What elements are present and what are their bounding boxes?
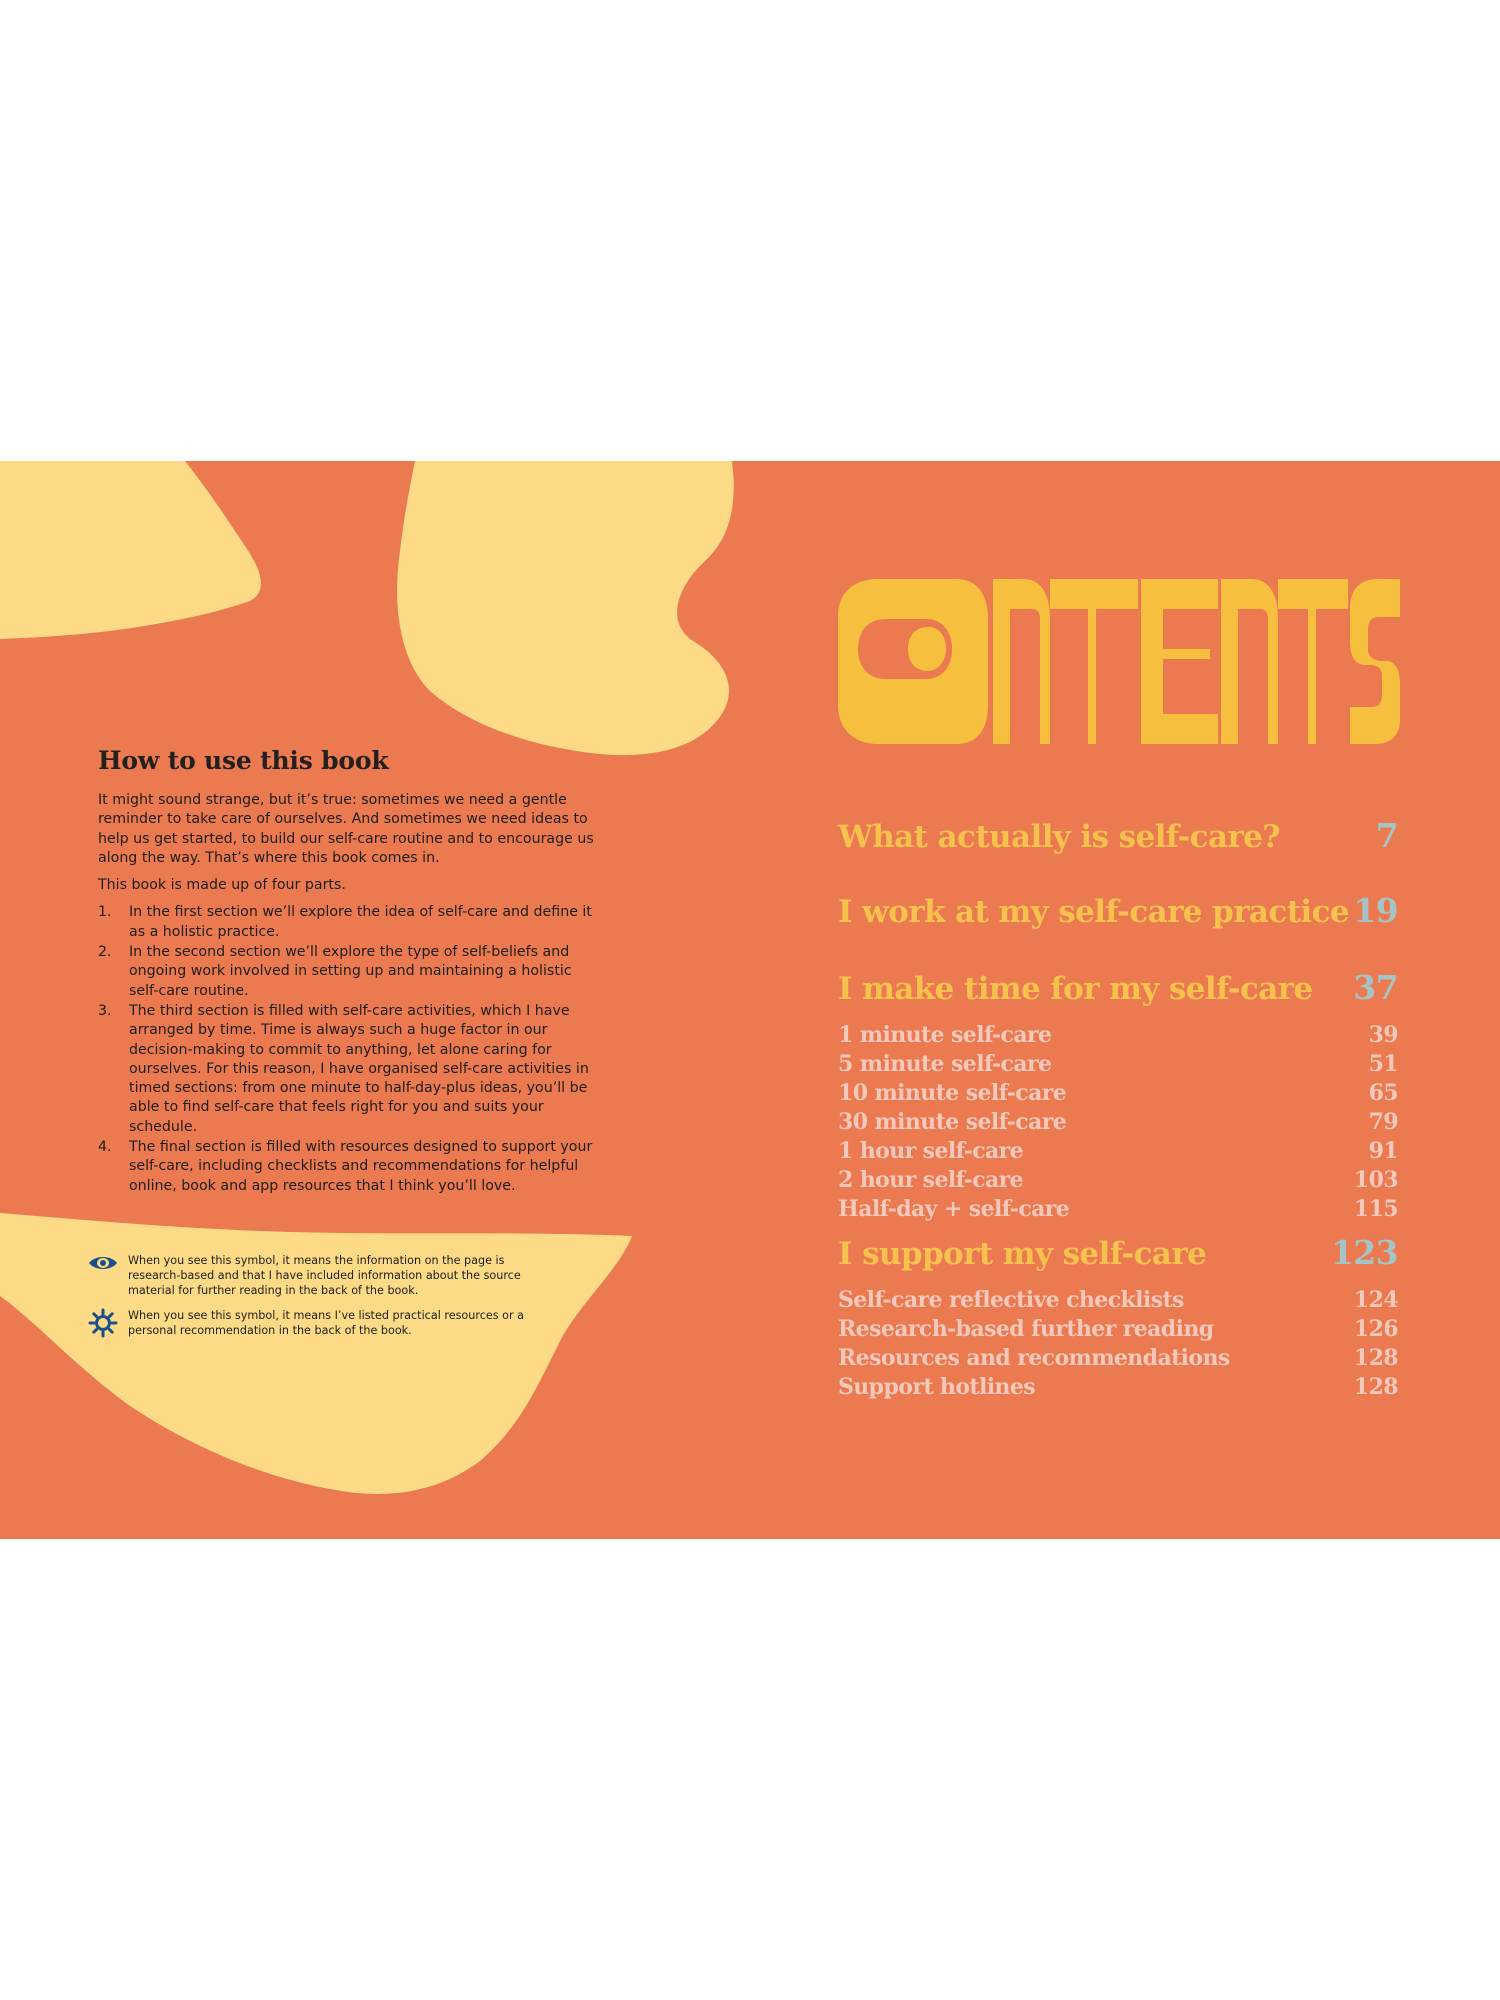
toc-label: Resources and recommendations	[838, 1345, 1230, 1371]
list-text: In the first section we’ll explore the idea of self-care and define it as a holistic practice.	[129, 904, 592, 940]
section-heading: How to use this book	[98, 746, 389, 775]
toc-page-number: 39	[1368, 1022, 1398, 1048]
legend-text: When you see this symbol, it means I’ve listed practical resources or a personal recommendation in the back of the book.	[128, 1309, 524, 1337]
toc-entry[interactable]	[838, 1287, 1398, 1313]
toc-entry[interactable]	[838, 1051, 1398, 1077]
list-text: The third section is filled with self-care activities, which I have arranged by time. Time is always such a huge factor in our decision-making to commit to anything, let alone caring for ourselves. For this reason, I have organised self-care activities in timed sections: from one minute to half-day-plus ideas, you’ll be able to find self-care that feels right for you and suits your schedule.	[129, 1002, 589, 1135]
toc-page-number: 124	[1353, 1287, 1398, 1313]
toc-entry[interactable]	[838, 1022, 1398, 1048]
list-text: The final section is filled with resources designed to support your self-care, including checklists and recommendations for helpful online, book and app resources that I think you’ll love.	[129, 1139, 593, 1194]
toc-page-number: 19	[1353, 891, 1398, 930]
contents-title	[838, 579, 1400, 744]
toc-label: 2 hour self-care	[838, 1167, 1024, 1193]
list-text: In the second section we’ll explore the type of self-beliefs and ongoing work involved in setting up and maintaining a holistic self-care routine.	[129, 944, 572, 999]
sun-icon	[88, 1308, 118, 1338]
list-number: 4.	[98, 1139, 112, 1156]
toc-page-number: 79	[1368, 1109, 1398, 1135]
toc-entry[interactable]	[838, 968, 1398, 1007]
toc-label: I support my self-care	[838, 1236, 1207, 1272]
book-spread	[0, 461, 1500, 1539]
list-item	[98, 1002, 598, 1137]
list-item	[98, 943, 598, 1001]
toc-entry[interactable]	[838, 1196, 1398, 1222]
toc-label: Self-care reflective checklists	[838, 1287, 1184, 1313]
toc-entry[interactable]	[838, 1345, 1398, 1371]
blob-top-center	[397, 461, 734, 755]
toc-entry[interactable]	[838, 1233, 1398, 1272]
toc-entry[interactable]	[838, 1109, 1398, 1135]
list-item	[98, 1138, 598, 1196]
toc-entry[interactable]	[838, 1080, 1398, 1106]
legend-row-sun	[88, 1308, 538, 1338]
toc-label: 1 hour self-care	[838, 1138, 1024, 1164]
toc-page-number: 65	[1368, 1080, 1398, 1106]
toc-entry[interactable]	[838, 891, 1398, 930]
toc-page-number: 128	[1353, 1374, 1398, 1400]
intro-paragraph: It might sound strange, but it’s true: sometimes we need a gentle reminder to take care of ourselves. And sometimes we need ideas to help us get started, to build our self-care routine and to encourage us along the way. That’s where this book comes in.	[98, 792, 594, 866]
parts-list	[98, 903, 598, 1195]
toc-label: 5 minute self-care	[838, 1051, 1052, 1077]
how-to-use-section	[98, 746, 598, 1197]
blob-top-left	[0, 461, 261, 639]
toc-label: Support hotlines	[838, 1374, 1036, 1400]
toc-page-number: 123	[1330, 1233, 1398, 1272]
toc-entry[interactable]	[838, 1138, 1398, 1164]
legend-text: When you see this symbol, it means the information on the page is research-based and that I have included information about the source material for further reading in the back of the book.	[128, 1254, 521, 1297]
eye-icon	[88, 1253, 118, 1283]
toc-page-number: 51	[1368, 1051, 1398, 1077]
parts-intro: This book is made up of four parts.	[98, 877, 346, 894]
toc-page-number: 91	[1368, 1138, 1398, 1164]
toc-label: Research-based further reading	[838, 1316, 1214, 1342]
toc-label: 10 minute self-care	[838, 1080, 1067, 1106]
toc-entry[interactable]	[838, 1316, 1398, 1342]
toc-entry[interactable]	[838, 1167, 1398, 1193]
toc-page-number: 126	[1353, 1316, 1398, 1342]
toc-entry[interactable]	[838, 1374, 1398, 1400]
toc-page-number: 37	[1353, 968, 1398, 1007]
list-number: 2.	[98, 944, 112, 961]
list-number: 1.	[98, 904, 112, 921]
toc-page-number: 128	[1353, 1345, 1398, 1371]
toc-page-number: 103	[1353, 1167, 1398, 1193]
list-item	[98, 903, 598, 942]
list-number: 3.	[98, 1002, 112, 1019]
toc-page-number: 7	[1375, 816, 1398, 855]
toc-page-number: 115	[1353, 1196, 1398, 1222]
toc-label: What actually is self-care?	[838, 819, 1280, 855]
toc-label: I work at my self-care practice	[838, 894, 1349, 930]
legend-row-eye	[88, 1253, 538, 1298]
toc-label: 30 minute self-care	[838, 1109, 1067, 1135]
symbol-legend	[88, 1253, 538, 1348]
toc-label: 1 minute self-care	[838, 1022, 1052, 1048]
toc-label: Half-day + self-care	[838, 1196, 1070, 1222]
toc-entry[interactable]	[838, 816, 1398, 855]
toc-label: I make time for my self-care	[838, 971, 1313, 1007]
